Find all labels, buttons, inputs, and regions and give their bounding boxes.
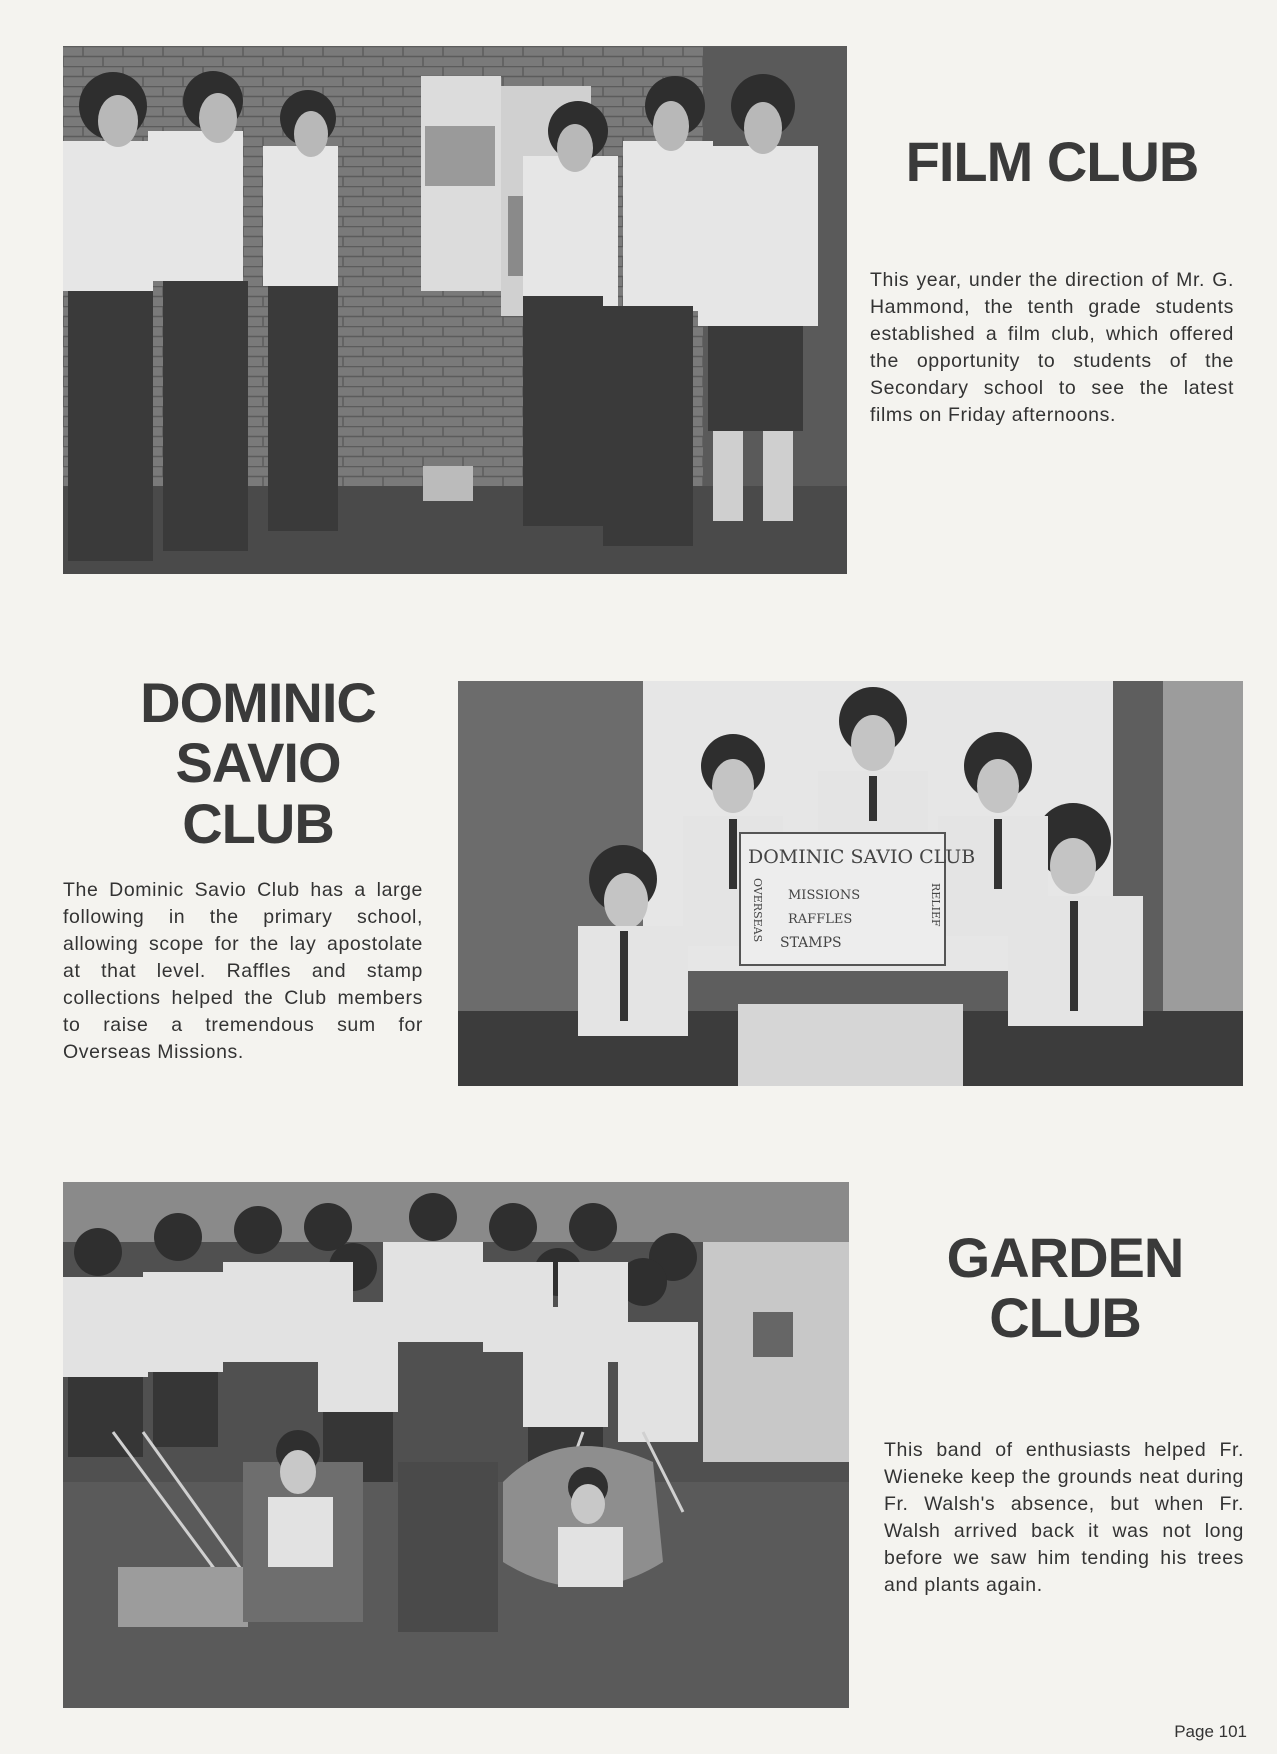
sign-vertical-right: RELIEF [929, 883, 942, 927]
film-club-photo-illustration [63, 46, 847, 574]
heading-line: SAVIO [175, 731, 341, 795]
garden-club-photo [63, 1182, 849, 1708]
film-club-heading [862, 132, 1242, 192]
sign-vertical-left: OVERSEAS [751, 878, 764, 943]
dominic-savio-club-photo [458, 681, 1243, 1086]
garden-club-heading [890, 1228, 1240, 1349]
heading-line: FILM CLUB [905, 130, 1199, 193]
dominic-savio-club-photo-illustration [458, 681, 1243, 1086]
dominic-savio-club-description: The Dominic Savio Club has a large following in the primary school, allowing scope for the lay apostolate at that level. Raffles and stamp collections helped the Club members to raise a tremendous sum for Overseas Missions. [63, 879, 423, 1063]
garden-club-description: This band of enthusiasts helped Fr. Wieneke keep the grounds neat during Fr. Walsh's absence, but when Fr. Walsh arrived back it was not long before we saw him tending his trees and plants again. [884, 1439, 1244, 1596]
heading-line: DOMINIC [140, 671, 376, 734]
sign-line: STAMPS [780, 935, 842, 951]
dominic-savio-club-heading [63, 673, 453, 854]
sign-line: RAFFLES [788, 912, 853, 927]
page-number: Page 101 [1174, 1722, 1247, 1741]
heading-line: CLUB [182, 791, 334, 855]
film-club-description: This year, under the direction of Mr. G. Hammond, the tenth grade students established a film club, which offered the opportunity to students of the Secondary school to see the latest films on Friday afternoons. [870, 269, 1234, 426]
film-club-photo [63, 46, 847, 574]
heading-line: CLUB [989, 1286, 1141, 1350]
garden-club-photo-illustration [63, 1182, 849, 1708]
sign-title: DOMINIC SAVIO CLUB [748, 846, 976, 868]
sign-line: MISSIONS [788, 888, 861, 903]
heading-line: GARDEN [946, 1226, 1184, 1289]
